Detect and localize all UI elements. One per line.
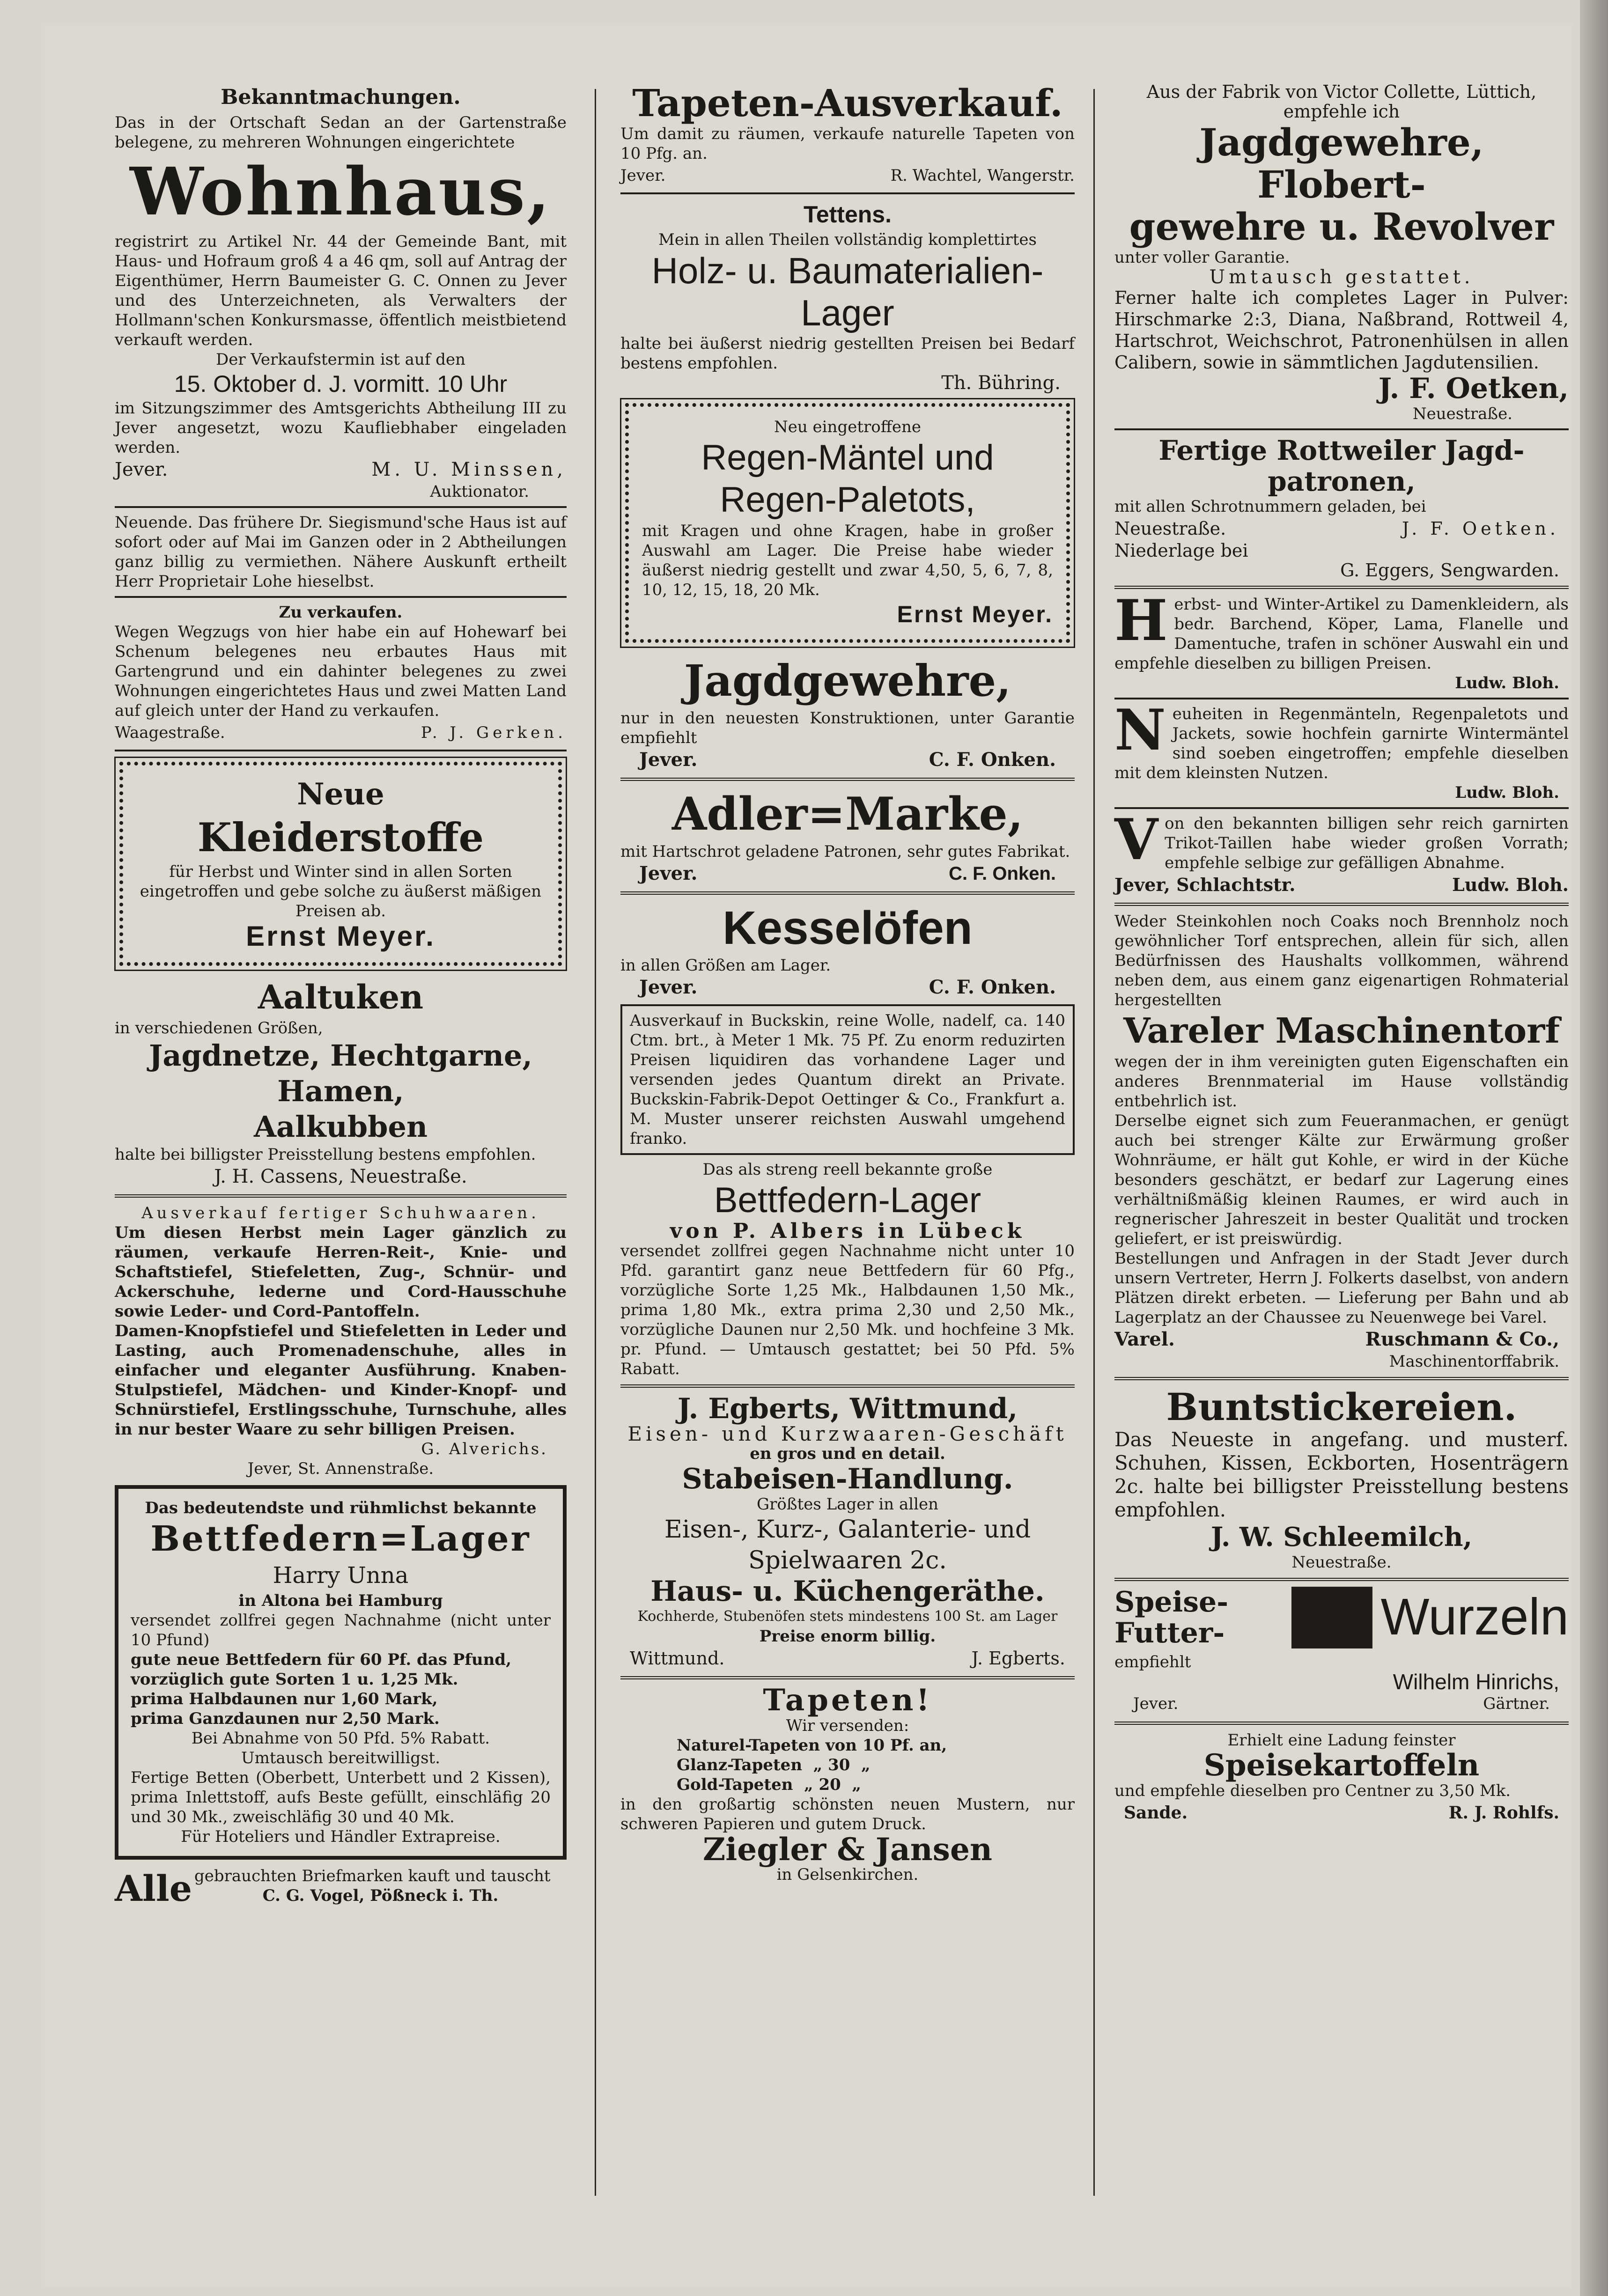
ad-title: Buntstickereien. xyxy=(1166,1385,1517,1429)
divider xyxy=(1114,807,1569,809)
ad-text: Fertige Betten (Oberbett, Unterbett und 2 Kissen), prima Inlettstoff, aufs Beste gefüllt, einschläfig 20 und 30 Mk., zweischläfig 30 und 40 Mk. xyxy=(131,1768,551,1826)
ad-bloh-neuheiten xyxy=(1114,697,1569,802)
ad-briefmarken xyxy=(115,1866,567,1911)
ad-wurzeln xyxy=(1114,1587,1569,1648)
ad-bloh-herbst xyxy=(1114,588,1569,693)
ad-text: Größtes Lager in allen xyxy=(756,1495,939,1514)
sig-place: Sande. xyxy=(1124,1803,1188,1823)
ad-text: für Herbst und Winter sind in allen Sorten eingetroffen und gebe solche zu äußerst mäßigen Preisen ab. xyxy=(140,862,542,920)
ad-signature: Ziegler & Jansen xyxy=(703,1831,992,1868)
ad-signature xyxy=(1114,516,1569,541)
ad-zu-verkaufen xyxy=(115,603,567,745)
divider xyxy=(1114,903,1569,906)
ad-signature xyxy=(1114,1692,1569,1716)
ad-text: Bestellungen und Anfragen in der Stadt Jever durch unsern Vertreter, Herrn J. Folkerts daselbst, von andern Plätzen direkt erbeten. — Lieferung per Bahn und ab Lagerplatz an der Chaussee zu Neuenwege bei Varel. xyxy=(1114,1249,1569,1327)
sig-place: Neuestraße. xyxy=(1114,518,1226,539)
drop-cap: H xyxy=(1114,588,1168,654)
ad-text: prima Halbdaunen nur 1,60 Mark, xyxy=(131,1690,438,1708)
ad-text: vorzüglich gute Sorten 1 u. 1,25 Mk. xyxy=(131,1670,458,1689)
ad-title: Bettfedern-Lager xyxy=(714,1180,981,1220)
ad-title: Adler=Marke, xyxy=(671,787,1024,840)
ad-bloh-trikot xyxy=(1114,807,1569,897)
column-divider xyxy=(1093,89,1095,2196)
ad-buntstickereien xyxy=(1114,1386,1569,1572)
sig-place: Jever. xyxy=(639,976,698,998)
ad-signature: Ludw. Bloh. xyxy=(1455,783,1559,802)
ad-signature xyxy=(115,721,567,745)
ad-title: Aalkubben xyxy=(253,1110,428,1144)
ad-signature: Ernst Meyer. xyxy=(897,601,1053,627)
ad-neuende xyxy=(115,513,567,591)
ad-signature: J. F. Oetken, xyxy=(1378,372,1569,405)
ad-title: gewehre u. Revolver xyxy=(1129,205,1554,249)
ad-buckskin xyxy=(620,1004,1075,1155)
ad-tapeten-ausverkauf xyxy=(620,82,1075,188)
ad-tapeten xyxy=(620,1685,1075,1884)
ad-title: Regen-Mäntel und xyxy=(701,438,994,478)
ad-text: Um damit zu räumen, verkaufe naturelle Tapeten von 10 Pfg. an. xyxy=(620,125,1075,163)
ad-body xyxy=(194,1866,567,1911)
divider xyxy=(620,891,1075,895)
ad-signature: Th. Bühring. xyxy=(941,372,1061,394)
ad-address: Jever, St. Annenstraße. xyxy=(247,1459,434,1478)
sig-role: Auktionator. xyxy=(430,482,529,501)
ad-signature xyxy=(1114,873,1569,897)
divider xyxy=(1114,586,1569,589)
ad-text: Preise enorm billig. xyxy=(759,1627,936,1646)
ad-text: Glanz-Tapeten „ 30 „ xyxy=(677,1756,870,1774)
sig-name: P. J. Gerken. xyxy=(420,723,567,742)
ad-rottweiler xyxy=(1114,435,1569,580)
ad-title: Vareler Maschinentorf xyxy=(1123,1011,1560,1051)
ad-from: von P. Albers in Lübeck xyxy=(670,1219,1025,1243)
ad-text: Gold-Tapeten „ 20 „ xyxy=(677,1775,862,1794)
ad-heading: Ausverkauf fertiger Schuhwaaren. xyxy=(141,1204,540,1222)
ad-title: Speise- xyxy=(1114,1586,1229,1619)
ad-signature: G. Eggers, Sengwarden. xyxy=(1340,560,1559,581)
ad-title: Spielwaaren 2c. xyxy=(748,1546,947,1575)
divider xyxy=(620,1384,1075,1388)
ad-text: Derselbe eignet sich zum Feueranmachen, er genügt auch bei strenger Kälte zur Erwärmung großer Wohnräume, er hält gut Kohle, er wird in der Küche besonders geschätzt, er bedarf zur Lagerung eines verhältnißmäßig kleinen Raumes, er wird auch in regnerischer Jahreszeit in bester Qualität und trocken geliefert, er ist preiswürdig. xyxy=(1114,1111,1569,1248)
ad-title: Tapeten-Ausverkauf. xyxy=(632,81,1063,125)
ad-heading: Das als streng reell bekannte große xyxy=(702,1160,993,1179)
ad-text: Kochherde, Stubenöfen stets mindestens 100 St. am Lager xyxy=(637,1608,1058,1625)
ad-text: Umtausch gestattet. xyxy=(1209,266,1474,288)
ad-text: Mein in allen Theilen vollständig komplettirtes xyxy=(658,230,1037,249)
divider xyxy=(1114,1377,1569,1380)
ad-text: Umtausch bereitwilligst. xyxy=(241,1749,440,1767)
sig-place: Wittmund. xyxy=(630,1648,725,1669)
ad-holz-baumaterialien xyxy=(620,199,1075,393)
ad-title: Jagdnetze, Hechtgarne, Hamen, xyxy=(149,1038,532,1108)
divider xyxy=(115,596,567,598)
sig-place: Jever, Schlachtstr. xyxy=(1114,874,1296,895)
ad-right xyxy=(1381,1587,1569,1648)
sig-role: Maschinentorffabrik. xyxy=(1389,1352,1559,1371)
ad-title: Wurzeln xyxy=(1380,1588,1569,1646)
divider xyxy=(1114,1722,1569,1725)
column-middle xyxy=(620,82,1075,1888)
ad-text: versendet zollfrei gegen Nachnahme (nicht unter 10 Pfund) xyxy=(131,1611,551,1649)
ad-title: Wohnhaus, xyxy=(130,154,552,230)
ad-heading: Tettens. xyxy=(804,201,892,228)
sig-place: Jever. xyxy=(1133,1694,1179,1713)
ad-left xyxy=(1114,1587,1283,1648)
ad-title: Regen-Paletots, xyxy=(720,480,975,520)
ad-text: empfiehlt xyxy=(1114,1653,1191,1671)
sig-role: Gärtner. xyxy=(1483,1694,1550,1713)
ad-title: Jagdgewehre, xyxy=(684,655,1011,706)
ad-place: in Altona bei Hamburg xyxy=(238,1591,443,1610)
ad-text: Weder Steinkohlen noch Coaks noch Brennholz noch gewöhnlicher Torf entsprechen, allein für sich, allen Bedürfnissen des Haushalts vollkommen, während neben dem, aus einem ganz eigenartigen Rohmaterial hergestellten xyxy=(1114,912,1569,1009)
ad-text: Damen-Knopfstiefel und Stiefeletten in Leder und Lasting, auch Promenadenschuhe, alles in einfacher und eleganter Ausführung. Knaben-Stulpstiefel, Mädchen- und Kinder-Knopf- und Schnürstiefel, Erstlingsschuhe, Turnschuhe, alles in nur bester Waare zu sehr billigen Preisen. xyxy=(115,1322,567,1439)
ad-signature: Wilhelm Hinrichs, xyxy=(1393,1670,1559,1694)
ad-text: im Sitzungszimmer des Amtsgerichts Abtheilung III zu Jever angesetzt, wozu Kaufliebhaber eingeladen werden. xyxy=(115,399,567,457)
ad-title: Haus- u. Küchengeräthe. xyxy=(650,1575,1045,1608)
ad-signature xyxy=(620,861,1075,886)
ad-text: Das in der Ortschaft Sedan an der Gartenstraße belegene, zu mehreren Wohnungen eingerichtete xyxy=(115,113,567,152)
column-left xyxy=(115,82,567,1915)
ad-title: Tapeten! xyxy=(763,1683,932,1718)
ad-signature: G. Alverichs. xyxy=(421,1440,548,1458)
ad-title: Kleiderstoffe xyxy=(197,814,484,861)
sig-place: Jever. xyxy=(639,749,698,771)
divider xyxy=(620,1676,1075,1679)
ad-text: en gros und en detail. xyxy=(750,1444,945,1463)
sig-name: J. F. Oetken. xyxy=(1401,518,1559,539)
ad-signature xyxy=(1114,1801,1569,1825)
divider xyxy=(620,778,1075,781)
sig-name: R. Wachtel, Wangerstr. xyxy=(890,166,1075,185)
ad-signature xyxy=(620,748,1075,772)
drop-cap: V xyxy=(1114,807,1158,873)
ad-signature: Ernst Meyer. xyxy=(246,920,435,952)
ad-heading: Neu eingetroffene xyxy=(774,418,922,436)
ad-schuhwaaren xyxy=(115,1203,567,1479)
sig-name: J. H. Cassens, Neuestraße. xyxy=(214,1166,467,1187)
ad-text: Eisen- und Kurzwaaren-Geschäft xyxy=(627,1422,1068,1445)
divider xyxy=(1114,698,1569,699)
ad-signature xyxy=(115,1164,567,1189)
ad-signature xyxy=(620,975,1075,1000)
ad-title: Eisen-, Kurz-, Galanterie- und xyxy=(664,1516,1031,1544)
ad-name: Harry Unna xyxy=(273,1562,409,1589)
ad-title: Speisekartoffeln xyxy=(1203,1748,1480,1783)
drop-cap: N xyxy=(1114,697,1166,763)
ad-text: wegen der in ihm vereinigten guten Eigenschaften ein anderes Brennmaterial im Hause vollständig entbehrlich ist. xyxy=(1114,1052,1569,1111)
ad-text: Wir versenden: xyxy=(786,1716,909,1735)
ad-text: halte bei äußerst niedrig gestellten Preisen bei Bedarf bestens empfohlen. xyxy=(620,334,1075,373)
ad-title: Jagdgewehre, Flobert- xyxy=(1199,120,1484,206)
divider xyxy=(115,506,567,508)
ad-place: in Gelsenkirchen. xyxy=(776,1865,919,1884)
divider xyxy=(620,192,1075,194)
ad-signature: Ludw. Bloh. xyxy=(1455,674,1559,692)
ad-text: Naturel-Tapeten von 10 Pf. an, xyxy=(677,1736,947,1755)
ad-text: gute neue Bettfedern für 60 Pf. das Pfund, xyxy=(131,1650,512,1669)
ad-title: Fertige Rottweiler Jagd- xyxy=(1158,434,1525,466)
divider xyxy=(1114,1578,1569,1581)
ad-title: Bettfedern=Lager xyxy=(150,1519,531,1559)
ad-signature xyxy=(1114,1327,1569,1352)
ad-text: Ausverkauf in Buckskin, reine Wolle, nadelf, ca. 140 Ctm. brt., à Meter 1 Mk. 75 Pf. Zu enorm reduzirten Preisen liquidiren das vorhandene Lager und versenden jedes Quantum direkt an Private. Buckskin-Fabrik-Depot Oettinger & Co., Frankfurt a. M. Muster unserer reichsten Auswahl umgehend franko. xyxy=(630,1011,1065,1148)
ad-bettfedern-unna xyxy=(115,1485,567,1860)
ad-speisekartoffeln xyxy=(1114,1730,1569,1825)
ad-text: Bei Abnahme von 50 Pfd. 5% Rabatt. xyxy=(191,1729,490,1748)
ad-title: J. Egberts, Wittmund, xyxy=(677,1392,1018,1425)
ad-text: nur in den neuesten Konstruktionen, unter Garantie empfiehlt xyxy=(620,709,1075,747)
ad-text: gebrauchten Briefmarken kauft und tauscht xyxy=(194,1867,551,1885)
ad-text: Ferner halte ich completes Lager in Pulver: Hirschmarke 2:3, Diana, Naßbrand, Rottweil 4, Hartschrot, Weichschrot, Patronenhülsen in allen Calibern, sowie in sämmtlichen Jagdutensilien. xyxy=(1114,287,1569,373)
sig-name: Ruschmann & Co., xyxy=(1365,1328,1559,1350)
ad-text: in verschiedenen Größen, xyxy=(115,1019,323,1038)
ad-heading: Bekanntmachungen. xyxy=(221,85,461,109)
ad-text: und empfehle dieselben pro Centner zu 3,50 Mk. xyxy=(1114,1781,1511,1800)
ad-bettfedern-albers xyxy=(620,1160,1075,1379)
divider xyxy=(115,750,567,751)
ad-title: Lager xyxy=(801,292,894,333)
sig-place: Jever. xyxy=(620,166,666,185)
ad-signature: C. G. Vogel, Pößneck i. Th. xyxy=(262,1886,499,1905)
ad-title: Aaltuken xyxy=(258,978,424,1016)
ad-text: unter voller Garantie. xyxy=(1114,248,1290,267)
ad-text: Aus der Fabrik von Victor Collette, Lüttich, empfehle ich xyxy=(1146,81,1537,122)
ad-regen-maentel xyxy=(625,403,1070,643)
divider xyxy=(115,1194,567,1198)
ad-kleiderstoffe xyxy=(119,762,562,966)
ad-date: 15. Oktober d. J. vormitt. 10 Uhr xyxy=(174,371,508,397)
ad-address: Neuestraße. xyxy=(1412,405,1512,423)
ad-egberts xyxy=(620,1393,1075,1670)
sig-name: C. F. Onken. xyxy=(929,976,1056,998)
ad-text: mit allen Schrotnummern geladen, bei xyxy=(1114,497,1426,516)
page-edge xyxy=(1580,0,1608,2296)
sig-name: R. J. Rohlfs. xyxy=(1448,1803,1559,1823)
ad-heading: Das bedeutendste und rühmlichst bekannte xyxy=(145,1499,537,1517)
ad-text: erbst- und Winter-Artikel zu Damenkleidern, als bedr. Barchend, Köper, Lama, Flanelle und Damentuche, trafen in schöner Auswahl ein und empfehle dieselben zu billigen Preisen. xyxy=(1114,595,1569,673)
ad-heading: Zu verkaufen. xyxy=(279,603,403,622)
ad-text: prima Ganzdaunen nur 2,50 Mark. xyxy=(131,1709,440,1728)
ad-text: Um diesen Herbst mein Lager gänzlich zu räumen, verkaufe Herren-Reit-, Knie- und Schaftstiefel, Stiefeletten, Zug-, Schnür- und Ackerschuhe, lederne und Cord-Hausschuhe sowie Leder- und Cord-Pantoffeln. xyxy=(115,1223,567,1321)
ad-title: Stabeisen-Handlung. xyxy=(682,1463,1013,1495)
ad-text: euheiten in Regenmänteln, Regenpaletots und Jackets, sowie hochfein garnirte Wintermäntel sind soeben eingetroffen; empfehle dieselben mit dem kleinsten Nutzen. xyxy=(1114,705,1569,782)
ad-title: patronen, xyxy=(1268,465,1416,497)
ad-text: in allen Größen am Lager. xyxy=(620,956,831,975)
separator xyxy=(1291,1587,1372,1648)
sig-place: Waagestraße. xyxy=(115,723,225,742)
sig-name: C. F. Onken. xyxy=(949,863,1056,884)
sig-place: Varel. xyxy=(1114,1328,1175,1350)
ad-adler-marke xyxy=(620,787,1075,886)
ad-text: Erhielt eine Ladung feinster xyxy=(1227,1731,1456,1750)
sig-name: Ludw. Bloh. xyxy=(1452,874,1569,895)
divider xyxy=(1114,428,1569,430)
sig-name: M. U. Minssen, xyxy=(371,459,567,480)
ad-hinrichs xyxy=(1114,1652,1569,1716)
ad-wohnhaus xyxy=(115,82,567,501)
ad-text: Der Verkaufstermin ist auf den xyxy=(215,350,466,369)
ad-title: Holz- u. Baumaterialien- xyxy=(651,250,1044,291)
ad-text: mit Kragen und ohne Kragen, habe in großer Auswahl am Lager. Die Preise habe wieder äußerst niedrig gestellt und zwar 4,50, 5, 6, 7, 8, 10, 12, 15, 18, 20 Mk. xyxy=(642,522,1053,599)
ad-title: Futter- xyxy=(1114,1617,1225,1649)
ad-signature xyxy=(620,163,1075,188)
ad-text: registrirt zu Artikel Nr. 44 der Gemeinde Bant, mit Haus- und Hofraum groß 4 a 46 qm, soll auf Antrag der Eigenthümer, Herrn Baumeister G. C. Onnen zu Jever und des Unterzeichneten, als Verwalters der Hollmann'schen Konkursmasse, öffentlich meistbietend verkauft werden. xyxy=(115,232,567,349)
ad-text: Niederlage bei xyxy=(1114,540,1248,561)
ad-text: Wegen Wegzugs von hier habe ein auf Hohewarf bei Schenum belegenes neu erbautes Haus mit Gartengrund und ein dahinter belegenes zu zwei Wohnungen eingerichtetes Haus und zwei Matten Land auf gleich unter der Hand zu verkaufen. xyxy=(115,623,567,720)
ad-text: mit Hartschrot geladene Patronen, sehr gutes Fabrikat. xyxy=(620,842,1070,861)
ad-text: in den großartig schönsten neuen Mustern, nur schweren Papieren und gutem Druck. xyxy=(620,1795,1075,1833)
sig-place: Jever. xyxy=(639,862,698,884)
ad-text: Das Neueste in angefang. und musterf. Schuhen, Kissen, Eckborten, Hosenträgern 2c. halte bei billigster Preisstellung bestens empfohlen. xyxy=(1114,1428,1569,1521)
ad-maschinentorf xyxy=(1114,912,1569,1371)
sig-place: Jever. xyxy=(115,459,168,480)
ad-collette xyxy=(1114,82,1569,424)
column-right xyxy=(1114,82,1569,1829)
ad-jagdgewehre xyxy=(620,653,1075,772)
column-divider xyxy=(595,89,596,2196)
ad-address: Neuestraße. xyxy=(1291,1553,1392,1572)
ad-signature: J. W. Schleemilch, xyxy=(1210,1522,1473,1553)
ad-title: Kesselöfen xyxy=(723,902,973,954)
ad-kesseloefen xyxy=(620,900,1075,1000)
ad-text: Neuende. Das frühere Dr. Siegismund'sche Haus ist auf sofort oder auf Mai im Ganzen oder in 2 Abtheilungen ganz billig zu vermiethen. Nähere Auskunft ertheilt Herr Proprietair Lohe hieselbst. xyxy=(115,513,567,591)
ad-text: versendet zollfrei gegen Nachnahme nicht unter 10 Pfd. garantirt ganz neue Bettfedern für 60 Pfg., vorzügliche Sorte 1,25 Mk., Halbdaunen 1,50 Mk., prima 1,80 Mk., extra prima 2,30 und 2,50 Mk., vorzügliche Daunen nur 2,50 Mk. und hochfeine 3 Mk. pr. Pfund. — Umtausch gestattet; bei 50 Pfd. 5% Rabatt. xyxy=(620,1242,1075,1378)
ad-aaltuken xyxy=(115,976,567,1189)
ad-text: Für Hoteliers und Händler Extrapreise. xyxy=(181,1827,501,1846)
ad-text: on den bekannten billigen sehr reich garnirten Trikot-Taillen habe wieder großen Vorrath; empfehle selbige zur gefälligen Abnahme. xyxy=(1165,814,1569,872)
ad-signature xyxy=(620,1646,1075,1670)
ad-text: halte bei billigster Preisstellung bestens empfohlen. xyxy=(115,1145,536,1164)
ad-signature xyxy=(115,457,567,482)
sig-name: C. F. Onken. xyxy=(929,749,1056,771)
sig-name: J. Egberts. xyxy=(971,1648,1065,1669)
ad-title: Alle xyxy=(115,1868,192,1909)
ad-heading: Neue xyxy=(297,777,384,812)
